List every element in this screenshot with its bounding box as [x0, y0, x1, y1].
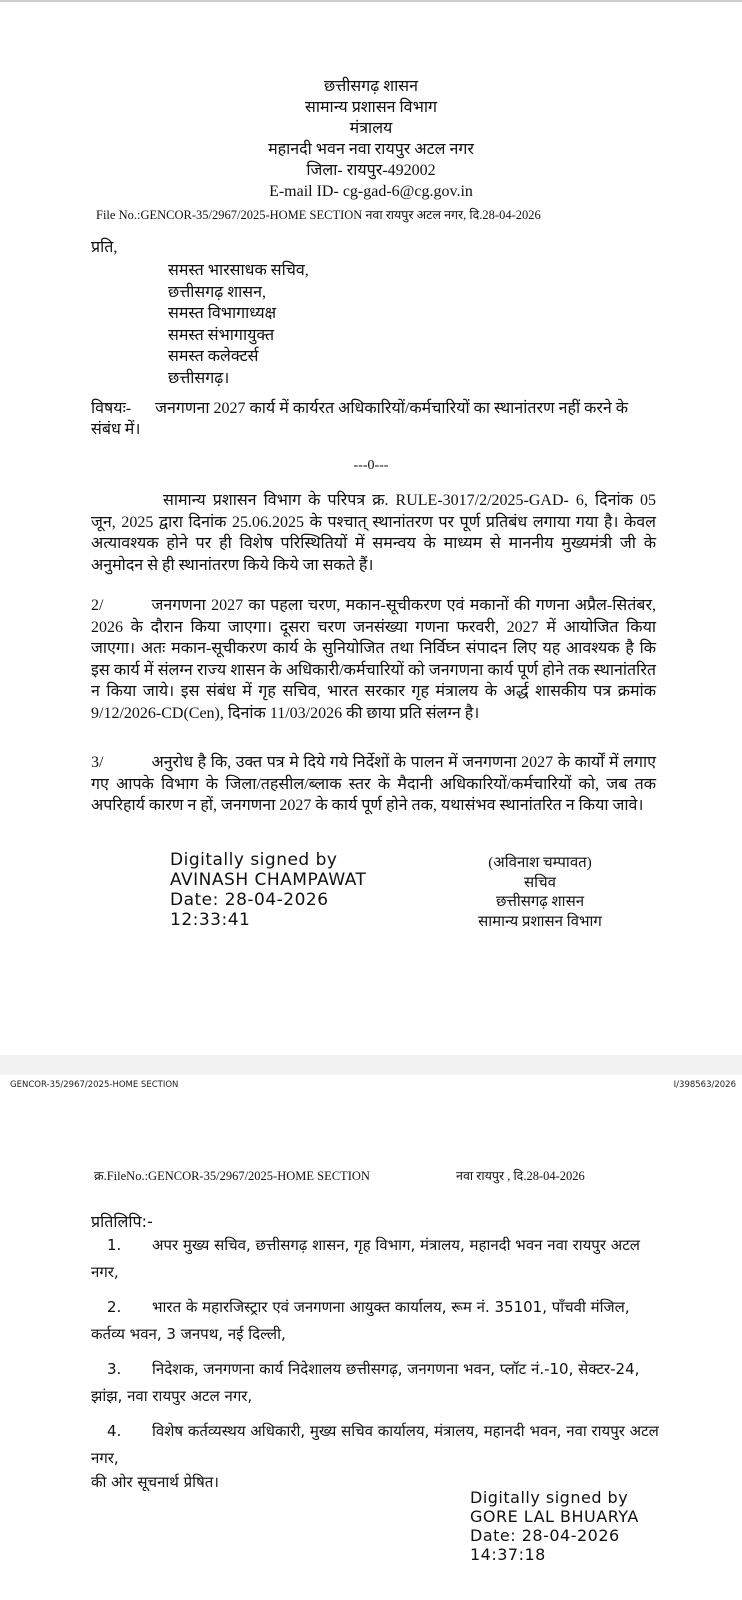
recipient-item: समस्त विभागाध्यक्ष — [168, 305, 277, 322]
page-break — [0, 1055, 742, 1075]
recipient-item: समस्त कलेक्टर्स — [168, 348, 259, 365]
letterhead-ministry: मंत्रालय — [349, 120, 393, 137]
recipient-item: समस्त संभागायुक्त — [168, 326, 275, 344]
subject-text: जनगणना 2027 कार्य में कार्यरत अधिकारियों/कर्मचारियों का स्थानांतरण नहीं करने के संबंध में। — [91, 400, 629, 438]
page2-file-number: क्र.FileNo.:GENCOR-35/2967/2025-HOME SECTION — [94, 1169, 370, 1183]
signature-time: 14:37:18 — [470, 1545, 546, 1564]
paragraph-2 — [91, 595, 656, 724]
recipient-item: समस्त भारसाधक सचिव, — [168, 262, 309, 279]
letterhead-email: E-mail ID- cg-gad-6@cg.gov.in — [269, 183, 473, 200]
signature-label: Digitally signed by — [170, 850, 338, 870]
letterhead-address: महानदी भवन नवा रायपुर अटल नगर — [268, 141, 474, 158]
paragraph-3-text: अनुरोध है कि, उक्त पत्र मे दिये गये निर्देशों के पालन में जनगणना 2027 के कार्यों में लगाए गए आपके विभाग के जिला/तहसील/ब्लाक स्तर के मैदानी अधिकारियों/कर्मचारियों को, जब तक अपरिहार्य कारण न हों, जनगणना 2027 के कार्य पूर्ण होने तक, यथासंभव स्थानांतरित न किया जावे। — [91, 754, 656, 814]
paragraph-2-number: 2/ — [91, 597, 104, 614]
letterhead-dept: सामान्य प्रशासन विभाग — [305, 99, 437, 116]
recipient-item: छत्तीसगढ़ शासन, — [168, 283, 266, 301]
copy-text: विशेष कर्तव्यस्थय अधिकारी, मुख्य सचिव कार्यालय, मंत्रालय, महानदी भवन, नवा रायपुर अटल नगर, — [91, 1422, 659, 1467]
paragraph-3-number: 3/ — [91, 754, 104, 771]
officer-name: (अविनाश चम्पावत) — [488, 855, 592, 871]
paragraph-2-text: जनगणना 2027 का पहला चरण, मकान-सूचीकरण एवं मकानों की गणना अप्रैल-सितंबर, 2026 के दौरान किया जाएगा। दूसरा चरण जनसंख्या गणना फरवरी, 2027 में आयोजित किया जाएगा। अतः मकान-सूचीकरण कार्य के सुनियोजित तथा निर्विघ्न संपादन लिए यह आवश्यक है कि इस कार्य में संलग्न राज्य शासन के अधिकारी/कर्मचारियों को जनगणना कार्य पूर्ण होने तक स्थानांतरित न किया जाये। इस संबंध में गृह सचिव, भारत सरकार गृह मंत्रालय के अर्द्ध शासकीय पत्र क्रमांक 9/12/2026-CD(Cen), दिनांक 11/03/2026 की छाया प्रति संलग्न है। — [91, 597, 656, 722]
officer-dept: सामान्य प्रशासन विभाग — [478, 913, 602, 930]
letterhead-govt: छत्तीसगढ़ शासन — [324, 78, 418, 95]
signer-name: AVINASH CHAMPAWAT — [170, 870, 367, 890]
recipient-list — [168, 260, 309, 389]
copy-text: भारत के महारजिस्ट्रार एवं जनगणना आयुक्त कार्यालय, रूम नं. 35101, पाँचवी मंजिल, कर्तव्य भवन, 3 जनपथ, नई दिल्ली, — [91, 1298, 630, 1343]
subject-label: विषयः- — [91, 400, 132, 417]
copy-number: 2. — [107, 1298, 122, 1316]
recipient-item: छत्तीसगढ़। — [168, 369, 230, 387]
copy-number: 4. — [107, 1422, 122, 1440]
subject — [91, 398, 661, 440]
digital-signature-2 — [470, 1488, 639, 1564]
copy-item — [91, 1356, 661, 1410]
top-border — [0, 0, 742, 2]
copy-text: निदेशक, जनगणना कार्य निदेशालय छत्तीसगढ़, जनगणना भवन, प्लॉट नं.-10, सेक्टर-24, झांझ, नवा रायपुर अटल नगर, — [91, 1360, 640, 1405]
footer-doc-id: I/398563/2026 — [673, 1080, 736, 1090]
copy-item — [91, 1418, 661, 1472]
officer-block — [465, 854, 615, 932]
copy-item — [91, 1294, 661, 1348]
letterhead — [0, 76, 742, 202]
signature-label: Digitally signed by — [470, 1488, 629, 1507]
signature-time: 12:33:41 — [170, 910, 251, 930]
paragraph-1 — [91, 490, 656, 576]
prati-label: प्रति, — [91, 239, 118, 256]
signature-date: Date: 28-04-2026 — [470, 1526, 620, 1545]
paragraph-3 — [91, 752, 656, 817]
copy-text: अपर मुख्य सचिव, छत्तीसगढ़ शासन, गृह विभाग, मंत्रालय, महानदी भवन नवा रायपुर अटल नगर, — [91, 1236, 640, 1281]
closing-line: की ओर सूचनार्थ प्रेषित। — [91, 1473, 219, 1491]
signer-name: GORE LAL BHUARYA — [470, 1507, 639, 1526]
footer-file-ref: GENCOR-35/2967/2025-HOME SECTION — [10, 1080, 179, 1090]
paragraph-1-text: सामान्य प्रशासन विभाग के परिपत्र क्र. RULE-3017/2/2025-GAD- 6, दिनांक 05 जून, 2025 द्वारा दिनांक 25.06.2025 के पश्चात् स्थानांतरण पर पूर्ण प्रतिबंध लगाया गया है। केवल अत्यावश्यक होने पर ही विशेष परिस्थितियों में समन्वय के माध्यम से माननीय मुख्यमंत्री जी के अनुमोदन से ही स्थानांतरण किये किये जा सकते हैं। — [91, 492, 656, 574]
separator: ---0--- — [353, 458, 389, 473]
copy-number: 1. — [107, 1236, 122, 1254]
digital-signature-1 — [170, 850, 366, 930]
letterhead-district: जिला- रायपुर-492002 — [306, 162, 436, 179]
officer-designation: सचिव — [524, 874, 556, 891]
pratilipi-label: प्रतिलिपि:- — [91, 1212, 153, 1231]
page2-place-date: नवा रायपुर , दि.28-04-2026 — [456, 1169, 585, 1183]
copy-number: 3. — [107, 1360, 122, 1378]
officer-govt: छत्तीसगढ़ शासन — [495, 894, 585, 910]
file-number: File No.:GENCOR-35/2967/2025-HOME SECTION नवा रायपुर अटल नगर, दि.28-04-2026 — [96, 208, 541, 222]
signature-date: Date: 28-04-2026 — [170, 890, 329, 910]
copy-item — [91, 1232, 661, 1286]
